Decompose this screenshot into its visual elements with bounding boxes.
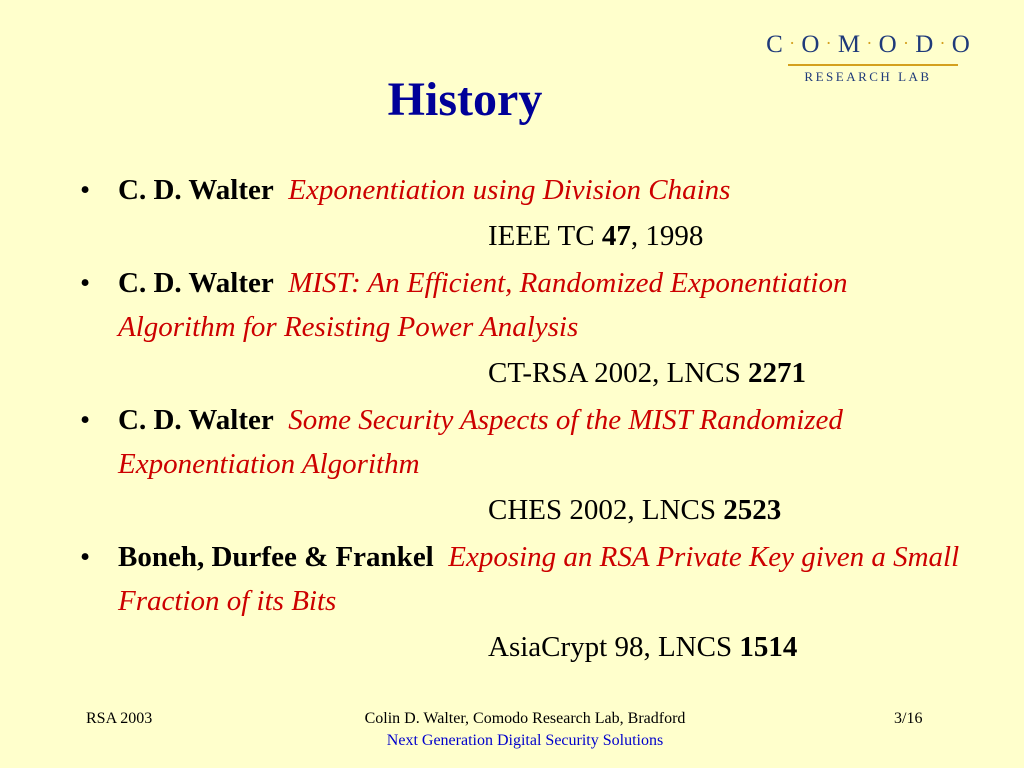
logo-dot: · bbox=[866, 33, 873, 53]
reference-authors: Boneh, Durfee & Frankel bbox=[118, 541, 434, 573]
logo-letter: O bbox=[878, 31, 897, 58]
slide-title: History bbox=[387, 73, 543, 126]
reference-item bbox=[80, 168, 960, 260]
reference-venue bbox=[118, 349, 960, 397]
logo-letter: O bbox=[951, 31, 970, 58]
venue-volume: 1514 bbox=[739, 631, 798, 663]
reference-item bbox=[80, 398, 960, 534]
slide-number: 3/16 bbox=[894, 710, 923, 727]
bullet-icon: • bbox=[80, 267, 91, 299]
reference-venue bbox=[118, 486, 960, 534]
footer-author-line: Colin D. Walter, Comodo Research Lab, Bradford bbox=[364, 710, 686, 727]
footer-conference: RSA 2003 bbox=[86, 710, 153, 727]
logo-dot: · bbox=[789, 33, 796, 53]
reference-venue bbox=[118, 623, 960, 671]
reference-authors: C. D. Walter bbox=[118, 404, 274, 436]
reference-paper-title: Exposing an RSA Private Key given a Small Fraction of its Bits bbox=[118, 541, 960, 617]
logo-letter: C bbox=[766, 31, 783, 58]
logo-dot: · bbox=[902, 33, 909, 53]
logo-wordmark bbox=[748, 30, 988, 61]
venue-volume: 2271 bbox=[748, 357, 806, 389]
footer-author bbox=[280, 708, 770, 752]
reference-paper-title: Exponentiation using Division Chains bbox=[288, 174, 731, 206]
logo-dot: · bbox=[825, 33, 832, 53]
bullet-icon: • bbox=[80, 404, 91, 436]
reference-item bbox=[80, 261, 960, 397]
logo-letter: D bbox=[915, 31, 934, 58]
venue-name: CHES 2002, LNCS bbox=[488, 494, 724, 526]
reference-authors: C. D. Walter bbox=[118, 267, 274, 299]
reference-item bbox=[80, 535, 960, 671]
venue-volume: 2523 bbox=[723, 494, 782, 526]
logo-divider bbox=[788, 64, 958, 66]
venue-volume: 47 bbox=[601, 220, 631, 252]
bullet-icon: • bbox=[80, 541, 91, 573]
footer-tagline: Next Generation Digital Security Solutions bbox=[386, 732, 664, 749]
reference-list bbox=[80, 168, 960, 672]
logo-letter: O bbox=[801, 31, 820, 58]
logo-subtitle: RESEARCH LAB bbox=[804, 69, 932, 84]
logo-dot: · bbox=[939, 33, 946, 53]
venue-name: AsiaCrypt 98, LNCS bbox=[488, 631, 740, 663]
venue-name: CT-RSA 2002, LNCS bbox=[488, 357, 748, 389]
reference-venue bbox=[118, 212, 960, 260]
reference-paper-title: MIST: An Efficient, Randomized Exponentiation Algorithm for Resisting Power Analysis bbox=[118, 267, 848, 343]
venue-suffix: , 1998 bbox=[630, 220, 704, 252]
reference-paper-title: Some Security Aspects of the MIST Randomized Exponentiation Algorithm bbox=[118, 404, 843, 480]
venue-name: IEEE TC bbox=[488, 220, 602, 252]
logo-letter: M bbox=[837, 31, 861, 58]
bullet-icon: • bbox=[80, 174, 91, 206]
reference-authors: C. D. Walter bbox=[118, 174, 274, 206]
